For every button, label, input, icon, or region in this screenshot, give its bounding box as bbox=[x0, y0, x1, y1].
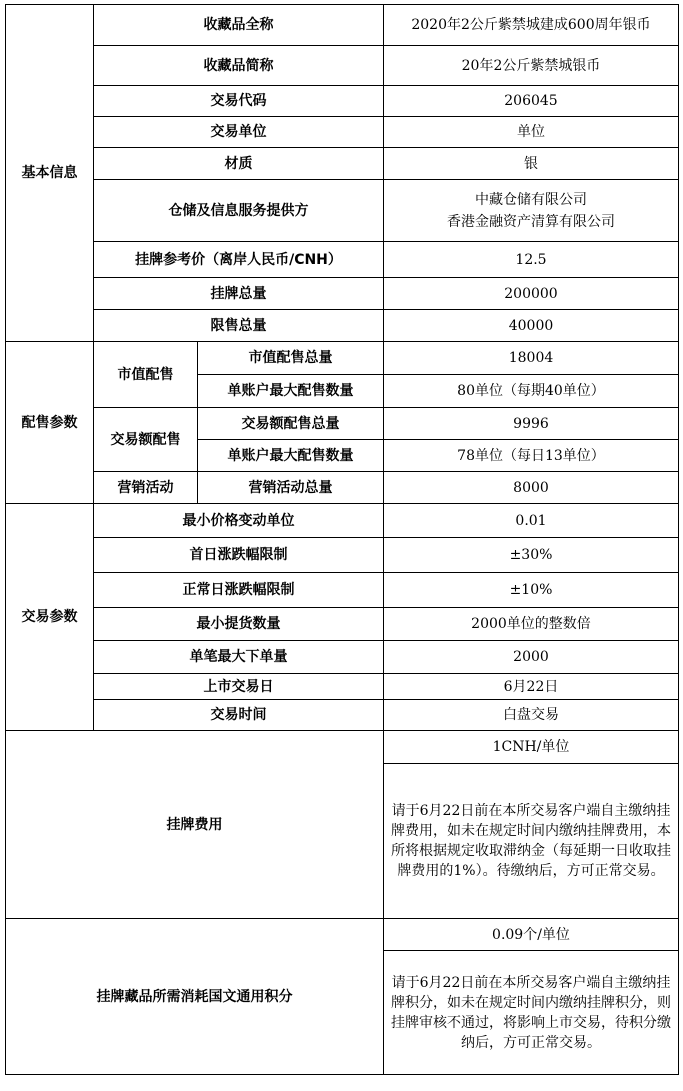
listing-fee-note: 请于6月22日前在本所交易客户端自主缴纳挂牌费用，如未在规定时间内缴纳挂牌费用，本所将根据规定收取滞纳金（每延期一日收取挂牌费用的1%）。待缴纳后，方可正常交易。 bbox=[384, 764, 679, 919]
label-min-tick: 最小价格变动单位 bbox=[94, 504, 384, 538]
storage-provider-line: 香港金融资产清算有限公司 bbox=[447, 213, 615, 230]
value-marketing-total: 8000 bbox=[384, 472, 679, 504]
table-row bbox=[6, 117, 679, 148]
label-listing-date: 上市交易日 bbox=[94, 674, 384, 700]
label-tv-total: 交易额配售总量 bbox=[198, 408, 384, 440]
label-mv-max-per-account: 单账户最大配售数量 bbox=[198, 375, 384, 408]
points-note: 请于6月22日前在本所交易客户端自主缴纳挂牌积分，如未在规定时间内缴纳挂牌积分，则挂牌审核不通过，将影响上市交易，待积分缴纳后，方可正常交易。 bbox=[384, 951, 679, 1075]
value-tv-total: 9996 bbox=[384, 408, 679, 440]
table-row bbox=[6, 278, 679, 310]
label-listing-total: 挂牌总量 bbox=[94, 278, 384, 310]
value-trade-code: 206045 bbox=[384, 86, 679, 117]
label-min-delivery: 最小提货数量 bbox=[94, 608, 384, 641]
label-full-name: 收藏品全称 bbox=[94, 5, 384, 46]
table-row bbox=[6, 148, 679, 180]
value-min-delivery: 2000单位的整数倍 bbox=[384, 608, 679, 641]
group-market-value: 市值配售 bbox=[94, 342, 198, 408]
value-listing-date: 6月22日 bbox=[384, 674, 679, 700]
value-trading-hours: 白盘交易 bbox=[384, 700, 679, 731]
value-full-name: 2020年2公斤紫禁城建成600周年银币 bbox=[384, 5, 679, 46]
table-row bbox=[6, 919, 679, 951]
label-short-name: 收藏品简称 bbox=[94, 46, 384, 86]
value-material: 银 bbox=[384, 148, 679, 180]
section-trading: 交易参数 bbox=[6, 504, 94, 731]
group-trade-volume: 交易额配售 bbox=[94, 408, 198, 472]
value-trade-unit: 单位 bbox=[384, 117, 679, 148]
value-reference-price: 12.5 bbox=[384, 242, 679, 278]
product-spec-table bbox=[5, 4, 679, 1075]
table-row bbox=[6, 46, 679, 86]
value-storage-provider bbox=[384, 180, 679, 242]
table-row bbox=[6, 504, 679, 538]
label-listing-fee: 挂牌费用 bbox=[6, 731, 384, 919]
storage-provider-line: 中藏仓储有限公司 bbox=[475, 191, 587, 208]
table-row bbox=[6, 86, 679, 117]
value-min-tick: 0.01 bbox=[384, 504, 679, 538]
label-trade-unit: 交易单位 bbox=[94, 117, 384, 148]
label-reference-price: 挂牌参考价（离岸人民币/CNH） bbox=[94, 242, 384, 278]
table-row bbox=[6, 242, 679, 278]
label-normal-day-limit: 正常日涨跌幅限制 bbox=[94, 573, 384, 608]
section-allocation: 配售参数 bbox=[6, 342, 94, 504]
value-mv-max-per-account: 80单位（每期40单位） bbox=[384, 375, 679, 408]
table-row bbox=[6, 310, 679, 342]
label-marketing-total: 营销活动总量 bbox=[198, 472, 384, 504]
table-row bbox=[6, 5, 679, 46]
table-row bbox=[6, 731, 679, 764]
label-first-day-limit: 首日涨跌幅限制 bbox=[94, 538, 384, 573]
table-row bbox=[6, 608, 679, 641]
label-max-order: 单笔最大下单量 bbox=[94, 641, 384, 674]
value-mv-total: 18004 bbox=[384, 342, 679, 375]
table-row bbox=[6, 472, 679, 504]
label-tv-max-per-account: 单账户最大配售数量 bbox=[198, 440, 384, 472]
value-normal-day-limit: ±10% bbox=[384, 573, 679, 608]
table-row bbox=[6, 180, 679, 242]
table-row bbox=[6, 641, 679, 674]
label-material: 材质 bbox=[94, 148, 384, 180]
table-row bbox=[6, 573, 679, 608]
label-restricted-total: 限售总量 bbox=[94, 310, 384, 342]
value-points: 0.09个/单位 bbox=[384, 919, 679, 951]
value-tv-max-per-account: 78单位（每日13单位） bbox=[384, 440, 679, 472]
label-points: 挂牌藏品所需消耗国文通用积分 bbox=[6, 919, 384, 1075]
value-listing-fee: 1CNH/单位 bbox=[384, 731, 679, 764]
label-trading-hours: 交易时间 bbox=[94, 700, 384, 731]
group-marketing: 营销活动 bbox=[94, 472, 198, 504]
section-basic-info: 基本信息 bbox=[6, 5, 94, 342]
table-row bbox=[6, 700, 679, 731]
table-row bbox=[6, 538, 679, 573]
label-storage-provider: 仓储及信息服务提供方 bbox=[94, 180, 384, 242]
table-row bbox=[6, 674, 679, 700]
label-trade-code: 交易代码 bbox=[94, 86, 384, 117]
value-first-day-limit: ±30% bbox=[384, 538, 679, 573]
table-row bbox=[6, 342, 679, 375]
table-row bbox=[6, 408, 679, 440]
value-short-name: 20年2公斤紫禁城银币 bbox=[384, 46, 679, 86]
label-mv-total: 市值配售总量 bbox=[198, 342, 384, 375]
value-max-order: 2000 bbox=[384, 641, 679, 674]
value-restricted-total: 40000 bbox=[384, 310, 679, 342]
value-listing-total: 200000 bbox=[384, 278, 679, 310]
